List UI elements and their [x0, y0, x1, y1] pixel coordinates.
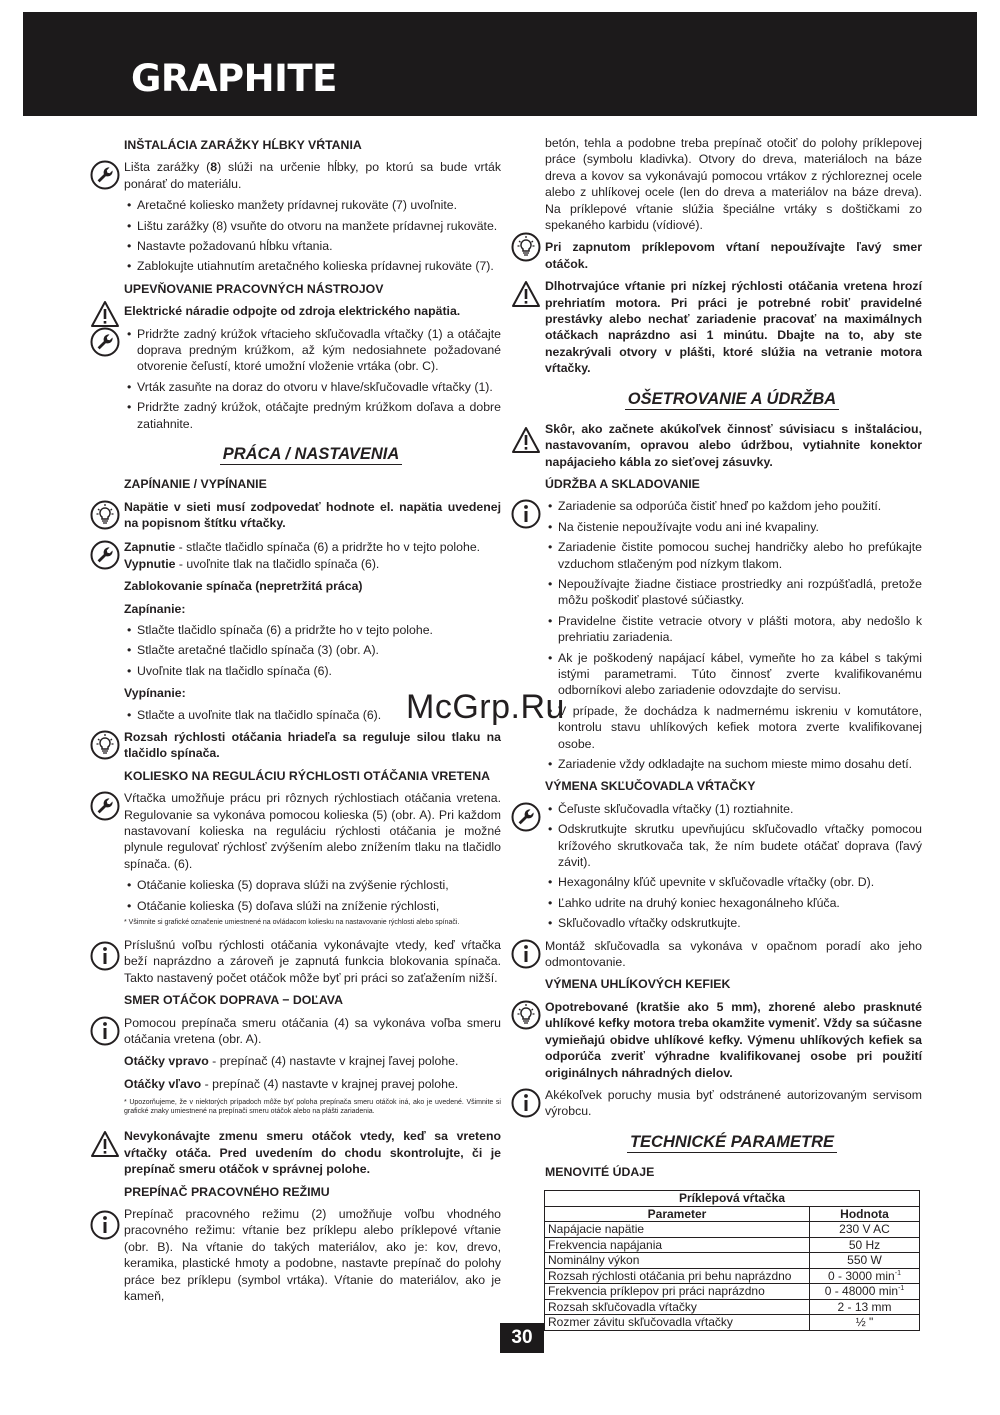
paragraph: betón, tehla a podobne treba prepínač otočiť do polohy príklepovej práce (symbolu kladivka). Otvory do dreva, materiáloch na báze dreva a kovov sa vykonávajú pomocou vrtákov z rýchloreznej ocele alebo z uhlíkovej ocele (len do dreva a materiálov na báze dreva). Na príklepové vŕtanie slúžia špeciálne vrtáky s doštičkami zo spekaného karbidu (vídiové). [545, 136, 922, 233]
info-icon [90, 1016, 120, 1046]
paragraph: Prepínač pracovného režimu (2) umožňuje voľbu vhodného pracovného režimu: vŕtanie bez príklepu alebo príklepové vŕtanie (obr. B). Na vŕtanie do takých materiálov, ako je: kov, drevo, keramika, plastické hmoty a podobne, nastavte prepínač do polohy práce bez príklepu (symbol vrtáka). Vŕtanie do materiálov, ako je kameň, [124, 1206, 501, 1303]
table-row: Frekvencia napájania 50 Hz [545, 1237, 920, 1253]
list-item: • Odskrutkujte skrutku upevňujúcu skľučovadlo vŕtačky pomocou krížového skrutkovača tak, že ním budete otáčať doprava (ľavý závit). [545, 821, 922, 870]
subheading: Zapínanie: [124, 601, 186, 616]
list-item: • Aretačné koliesko manžety prídavnej rukoväte (7) uvoľnite. [124, 197, 501, 213]
info-icon [511, 499, 541, 529]
info-text: Montáž skľučovadla sa vykonáva v opačnom poradí ako jeho odmontovanie. [545, 938, 922, 970]
wrench-icon [90, 160, 120, 190]
list-item: • Pridržte zadný krúžok vŕtacieho skľučovadla vŕtačky (1) a otáčajte doprava predným krúžkom, až kým nedosiahnete požadované otvorenie čeľustí, ktoré umožní vloženie vrtáka (obr. C). [124, 326, 501, 375]
list-item: • Nepoužívajte žiadne čistiace prostriedky ani rozpúšťadlá, pretože môžu poškodiť plastové súčiastky. [545, 576, 922, 609]
column-header: Hodnota [810, 1206, 920, 1222]
heading-depth-stop: INŠTALÁCIA ZARÁŽKY HĹBKY VŔTANIA [124, 138, 362, 152]
list-item: • Stlačte a uvoľnite tlak na tlačidlo spínača (6). [124, 707, 501, 723]
tip-text: Napätie v sieti musí zodpovedať hodnote el. napätia uvedenej na popisnom štítku vŕtačky. [124, 499, 501, 530]
list-item: • Lištu zarážky (8) vsuňte do otvoru na manžete prídavnej rukoväte. [124, 218, 501, 234]
paragraph: Vypnutie - uvoľnite tlak na tlačidlo spínača (6). [124, 556, 380, 571]
warning-text: Skôr, ako začnete akúkoľvek činnosť súvisiacu s inštaláciou, nastavovaním, opravou alebo údržbou, vytiahnite konektor napájacieho kábla zo sieťovej zásuvky. [545, 421, 922, 469]
list-item: • Otáčanie kolieska (5) doprava slúži na zvýšenie rýchlosti, [124, 877, 501, 893]
heading-tools: UPEVŇOVANIE PRACOVNÝCH NÁSTROJOV [124, 281, 384, 296]
subheading: Vypínanie: [124, 686, 186, 701]
info-icon [90, 1210, 120, 1240]
watermark: McGrp.Ru [406, 688, 565, 726]
footnote: * Upozorňujeme, že v niektorých prípadoch môže byť poloha prepínača smeru otáčok iná, ako je uvedené. Všimnite si grafické znaky umiestnené na prepínači smeru otáčok alebo na plášti zariadenia. [124, 1099, 501, 1116]
list-item: • Zariadenie čistite pomocou suchej handričky alebo ho prefúkajte vzduchom stlačeným pod nízkym tlakom. [545, 539, 922, 572]
wrench-icon [90, 540, 120, 570]
list-item: • Nastavte požadovanú hĺbku vŕtania. [124, 238, 501, 254]
list-item: • Hexagonálny kľúč upevnite v skľučovadle vŕtačky (obr. D). [545, 874, 922, 890]
warning-icon [511, 279, 541, 309]
list-item: • Uvoľnite tlak na tlačidlo spínača (6). [124, 663, 501, 679]
info-icon [511, 939, 541, 969]
warning-icon [90, 299, 120, 329]
spec-table [544, 1190, 920, 1331]
list-item: • Ľahko udrite na druhý koniec hexagonálneho kľúča. [545, 895, 922, 911]
section-title-tech: TECHNICKÉ PARAMETRE [542, 1132, 922, 1152]
list-item: • Zariadenie sa odporúča čistiť hneď po každom jeho použití. [545, 498, 922, 514]
list-item: • V prípade, že dochádza k nadmernému iskreniu v komutátore, kontrolu stavu uhlíkových kefiek motora zverte kvalifikovanej osobe. [545, 703, 922, 752]
tip-text: Pri zapnutom príklepovom vŕtaní nepoužívajte ľavý smer otáčok. [545, 240, 922, 271]
list-item: • Vrták zasuňte na doraz do otvoru v hlave/skľučovadle vŕtačky (1). [124, 379, 501, 395]
heading-on-off: ZAPÍNANIE / VYPÍNANIE [124, 477, 267, 492]
warning-icon [90, 1129, 120, 1159]
bulb-icon [511, 1000, 541, 1030]
list-item: • Čeľuste skľučovadla vŕtačky (1) roztiahnite. [545, 801, 922, 817]
column-header: Parameter [545, 1206, 810, 1222]
subheading: Zablokovanie spínača (nepretržitá práca) [124, 579, 363, 594]
paragraph: Vŕtačka umožňuje prácu pri rôznych rýchlostiach otáčania vretena. Regulovanie sa vykonáva pomocou kolieska (5) (obr. A). Pri každom nastavovaní kolieska na reguláciu rýchlosti otáčania je možné plynule regulovať rýchlosť zvýšením alebo znížením tlaku na tlačidlo spínača. (6). [124, 791, 501, 871]
paragraph: Otáčky vľavo - prepínač (4) nastavte v krajnej pravej polohe. [124, 1076, 459, 1091]
page-header [23, 12, 977, 116]
info-icon [90, 941, 120, 971]
info-icon [511, 1088, 541, 1118]
wrench-icon [511, 802, 541, 832]
list-item: • Pravidelne čistite vetracie otvory v plášti motora, aby nedošlo k prehriatiu zariadenia. [545, 613, 922, 646]
list-item: • Na čistenie nepoužívajte vodu ani iné kvapaliny. [545, 519, 922, 535]
list-item: • Stlačte aretačné tlačidlo spínača (3) (obr. A). [124, 642, 501, 658]
table-row: Nominálny výkon 550 W [545, 1253, 920, 1269]
info-text: Príslušnú voľbu rýchlosti otáčania vykonávajte vtedy, keď vŕtačka beží naprázdno a zároveň je zapnutá funkcia blokovania spínača. Takto nastavený počet otáčok môže byť pri práci so zaťažením nižší. [124, 938, 501, 985]
section-title-maintenance: OŠETROVANIE A ÚDRŽBA [542, 389, 922, 409]
right-column [542, 135, 922, 1331]
tip-text: Opotrebované (kratšie ako 5 mm), zhorené alebo prasknuté uhlíkové kefky motora treba okamžite vymeniť. Vždy sa súčasne vymieňajú obidve uhlíkové kefky. Výmenu uhlíkových kefiek sa odporúča zveriť výhradne kvalifikovanej osobe pri použití originálnych náhradných dielov. [545, 999, 922, 1080]
wrench-icon [90, 327, 120, 357]
page-number: 30 [500, 1323, 544, 1353]
footnote: * Všimnite si grafické označenie umiestnené na ovládacom koliesku na nastavovanie rýchlosti alebo spínači. [124, 919, 460, 927]
list-item: • Stlačte tlačidlo spínača (6) a pridržte ho v tejto polohe. [124, 622, 501, 638]
warning-text: Dlhotrvajúce vŕtanie pri nízkej rýchlosti otáčania vretena hrozí prehriatím motora. Pri práci je potrebné robiť pravidelné prestávky alebo nechať zariadenie pracovať na maximálnych otáčkach naprázdno asi 1 minútu. Dbajte na to, aby ste nezakrývali otvory v plášti, ktoré slúžia na vetranie motora vŕtačky. [545, 279, 922, 376]
list-item: • Skľučovadlo vŕtačky odskrutkujte. [545, 915, 922, 931]
paragraph: Zapnutie - stlačte tlačidlo spínača (6) a pridržte ho v tejto polohe. [124, 540, 481, 555]
heading-maintenance: ÚDRŽBA A SKLADOVANIE [545, 476, 700, 491]
heading-chuck: VÝMENA SKĽUČOVADLA VŔTAČKY [545, 779, 756, 794]
table-row: Rozsah rýchlosti otáčania pri behu naprázdno 0 - 3000 $\min^{-1}$ [545, 1268, 920, 1284]
list-item: • Pridržte zadný krúžok, otáčajte predným krúžkom doľava a dobre zatiahnite. [124, 399, 501, 432]
list-item: • Otáčanie kolieska (5) doľava slúži na zníženie rýchlosti, [124, 898, 501, 914]
table-row: Frekvencia príklepov pri práci naprázdno 0 - 48000 $\min^{-1}$ [545, 1284, 920, 1300]
warning-icon [511, 425, 541, 455]
heading-mode-switch: PREPÍNAČ PRACOVNÉHO REŽIMU [124, 1184, 330, 1199]
list-item: • Zariadenie vždy odkladajte na suchom mieste mimo dosahu detí. [545, 756, 922, 772]
list-item: • Ak je poškodený napájací kábel, vymeňte ho za kábel s takými istými parametrami. Túto činnosť zverte kvalifikovanému odborníkovi alebo zariadenie odovzdajte do servisu. [545, 650, 922, 699]
section-title-work: PRÁCA / NASTAVENIA [121, 444, 501, 464]
heading-ratings: MENOVITÉ ÚDAJE [545, 1164, 655, 1179]
paragraph: Otáčky vpravo - prepínač (4) nastavte v krajnej ľavej polohe. [124, 1054, 459, 1069]
tip-text: Rozsah rýchlosti otáčania hriadeľa sa reguluje silou tlaku na tlačidlo spínača. [124, 729, 501, 761]
heading-brushes: VÝMENA UHLÍKOVÝCH KEFIEK [545, 977, 731, 992]
paragraph: Lišta zarážky (8) slúži na určenie hĺbky, po ktorú sa bude vrták ponárať do materiálu. [124, 160, 501, 191]
paragraph: Pomocou prepínača smeru otáčania (4) sa vykonáva voľba smeru otáčania vretena (obr. A). [124, 1015, 501, 1047]
list-item: • Zablokujte utiahnutím aretačného kolieska prídavnej rukoväte (7). [124, 258, 501, 274]
warning-text: Nevykonávajte zmenu smeru otáčok vtedy, keď sa vreteno vŕtačky otáča. Pred uvedením do chodu skontrolujte, či je prepínač smeru otáčok v správnej polohe. [124, 1129, 501, 1177]
bulb-icon [511, 232, 541, 262]
table-row: Napájacie napätie 230 V AC [545, 1222, 920, 1238]
table-row: Rozmer závitu skľučovadla vŕtačky ½ " [545, 1315, 920, 1331]
table-row: Rozsah skľučovadla vŕtačky 2 - 13 mm [545, 1299, 920, 1315]
table-caption: Príklepová vŕtačka [545, 1191, 920, 1207]
heading-direction: SMER OTÁČOK DOPRAVA − DOĽAVA [124, 993, 343, 1008]
bulb-icon [90, 500, 120, 530]
brand-logo: GRAPHITE [131, 57, 337, 100]
heading-speed-wheel: KOLIESKO NA REGULÁCIU RÝCHLOSTI OTÁČANIA VRETENA [124, 768, 490, 783]
bulb-icon [90, 730, 120, 760]
warning-text: Elektrické náradie odpojte od zdroja elektrického napätia. [124, 304, 461, 319]
wrench-icon [90, 791, 120, 821]
info-text: Akékoľvek poruchy musia byť odstránené autorizovaným servisom výrobcu. [545, 1087, 922, 1119]
